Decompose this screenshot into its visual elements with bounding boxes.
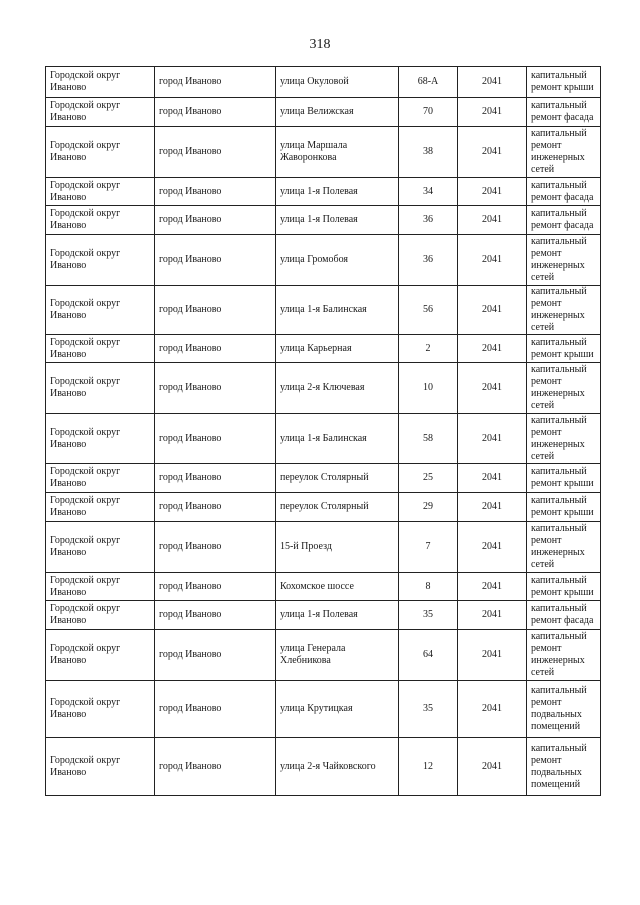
table-row: [46, 127, 601, 178]
year-cell: 2041: [458, 335, 527, 363]
table-row: [46, 630, 601, 681]
house-number-cell: 35: [399, 601, 458, 630]
table-row: [46, 681, 601, 738]
repair-schedule-table: [45, 66, 601, 796]
street-cell: 15-й Проезд: [276, 522, 399, 573]
city-cell: город Иваново: [155, 363, 276, 414]
district-cell: Городской округ Иваново: [46, 363, 155, 414]
house-number-cell: 2: [399, 335, 458, 363]
work-type-cell: капитальный ремонт крыши: [527, 464, 601, 493]
city-cell: город Иваново: [155, 630, 276, 681]
work-type-cell: капитальный ремонт инженерных сетей: [527, 127, 601, 178]
house-number-cell: 10: [399, 363, 458, 414]
house-number-cell: 64: [399, 630, 458, 681]
table-row: [46, 98, 601, 127]
city-cell: город Иваново: [155, 206, 276, 235]
district-cell: Городской округ Иваново: [46, 178, 155, 206]
table-row: [46, 363, 601, 414]
house-number-cell: 36: [399, 235, 458, 286]
table-row: [46, 493, 601, 522]
street-cell: улица Окуловой: [276, 67, 399, 98]
street-cell: улица Карьерная: [276, 335, 399, 363]
city-cell: город Иваново: [155, 67, 276, 98]
year-cell: 2041: [458, 286, 527, 335]
city-cell: город Иваново: [155, 235, 276, 286]
city-cell: город Иваново: [155, 335, 276, 363]
district-cell: Городской округ Иваново: [46, 493, 155, 522]
district-cell: Городской округ Иваново: [46, 286, 155, 335]
city-cell: город Иваново: [155, 98, 276, 127]
table-row: [46, 286, 601, 335]
street-cell: улица 1-я Балинская: [276, 414, 399, 464]
work-type-cell: капитальный ремонт фасада: [527, 98, 601, 127]
city-cell: город Иваново: [155, 573, 276, 601]
district-cell: Городской округ Иваново: [46, 414, 155, 464]
work-type-cell: капитальный ремонт инженерных сетей: [527, 414, 601, 464]
house-number-cell: 56: [399, 286, 458, 335]
work-type-cell: капитальный ремонт подвальных помещений: [527, 681, 601, 738]
district-cell: Городской округ Иваново: [46, 573, 155, 601]
table-row: [46, 464, 601, 493]
year-cell: 2041: [458, 127, 527, 178]
work-type-cell: капитальный ремонт инженерных сетей: [527, 522, 601, 573]
house-number-cell: 38: [399, 127, 458, 178]
street-cell: улица 1-я Полевая: [276, 601, 399, 630]
district-cell: Городской округ Иваново: [46, 601, 155, 630]
year-cell: 2041: [458, 738, 527, 796]
street-cell: улица Генерала Хлебникова: [276, 630, 399, 681]
district-cell: Городской округ Иваново: [46, 127, 155, 178]
work-type-cell: капитальный ремонт крыши: [527, 335, 601, 363]
table-row: [46, 235, 601, 286]
district-cell: Городской округ Иваново: [46, 335, 155, 363]
city-cell: город Иваново: [155, 127, 276, 178]
year-cell: 2041: [458, 681, 527, 738]
street-cell: переулок Столярный: [276, 493, 399, 522]
district-cell: Городской округ Иваново: [46, 522, 155, 573]
city-cell: город Иваново: [155, 522, 276, 573]
work-type-cell: капитальный ремонт крыши: [527, 573, 601, 601]
street-cell: улица 1-я Полевая: [276, 178, 399, 206]
page-number: 318: [309, 37, 331, 52]
district-cell: Городской округ Иваново: [46, 681, 155, 738]
year-cell: 2041: [458, 414, 527, 464]
work-type-cell: капитальный ремонт подвальных помещений: [527, 738, 601, 796]
table-row: [46, 522, 601, 573]
year-cell: 2041: [458, 235, 527, 286]
work-type-cell: капитальный ремонт фасада: [527, 601, 601, 630]
table-row: [46, 573, 601, 601]
work-type-cell: капитальный ремонт фасада: [527, 178, 601, 206]
city-cell: город Иваново: [155, 178, 276, 206]
district-cell: Городской округ Иваново: [46, 464, 155, 493]
work-type-cell: капитальный ремонт крыши: [527, 67, 601, 98]
year-cell: 2041: [458, 98, 527, 127]
street-cell: улица Крутицкая: [276, 681, 399, 738]
district-cell: Городской округ Иваново: [46, 630, 155, 681]
house-number-cell: 7: [399, 522, 458, 573]
street-cell: улица Маршала Жаворонкова: [276, 127, 399, 178]
street-cell: Кохомское шоссе: [276, 573, 399, 601]
work-type-cell: капитальный ремонт инженерных сетей: [527, 235, 601, 286]
street-cell: улица Громобоя: [276, 235, 399, 286]
table-row: [46, 738, 601, 796]
district-cell: Городской округ Иваново: [46, 738, 155, 796]
year-cell: 2041: [458, 464, 527, 493]
city-cell: город Иваново: [155, 681, 276, 738]
street-cell: улица 2-я Чайковского: [276, 738, 399, 796]
city-cell: город Иваново: [155, 493, 276, 522]
house-number-cell: 36: [399, 206, 458, 235]
year-cell: 2041: [458, 178, 527, 206]
district-cell: Городской округ Иваново: [46, 235, 155, 286]
year-cell: 2041: [458, 630, 527, 681]
house-number-cell: 70: [399, 98, 458, 127]
table-body: [46, 67, 601, 796]
table-row: [46, 67, 601, 98]
city-cell: город Иваново: [155, 286, 276, 335]
city-cell: город Иваново: [155, 414, 276, 464]
street-cell: улица Велижская: [276, 98, 399, 127]
house-number-cell: 25: [399, 464, 458, 493]
street-cell: улица 1-я Полевая: [276, 206, 399, 235]
street-cell: переулок Столярный: [276, 464, 399, 493]
district-cell: Городской округ Иваново: [46, 206, 155, 235]
year-cell: 2041: [458, 206, 527, 235]
street-cell: улица 2-я Ключевая: [276, 363, 399, 414]
year-cell: 2041: [458, 363, 527, 414]
house-number-cell: 8: [399, 573, 458, 601]
house-number-cell: 34: [399, 178, 458, 206]
year-cell: 2041: [458, 573, 527, 601]
year-cell: 2041: [458, 493, 527, 522]
city-cell: город Иваново: [155, 601, 276, 630]
street-cell: улица 1-я Балинская: [276, 286, 399, 335]
year-cell: 2041: [458, 67, 527, 98]
work-type-cell: капитальный ремонт фасада: [527, 206, 601, 235]
house-number-cell: 29: [399, 493, 458, 522]
work-type-cell: капитальный ремонт инженерных сетей: [527, 630, 601, 681]
table-row: [46, 178, 601, 206]
table-row: [46, 206, 601, 235]
house-number-cell: 58: [399, 414, 458, 464]
district-cell: Городской округ Иваново: [46, 98, 155, 127]
table-row: [46, 601, 601, 630]
house-number-cell: 12: [399, 738, 458, 796]
work-type-cell: капитальный ремонт инженерных сетей: [527, 286, 601, 335]
house-number-cell: 68-А: [399, 67, 458, 98]
work-type-cell: капитальный ремонт крыши: [527, 493, 601, 522]
year-cell: 2041: [458, 601, 527, 630]
year-cell: 2041: [458, 522, 527, 573]
house-number-cell: 35: [399, 681, 458, 738]
work-type-cell: капитальный ремонт инженерных сетей: [527, 363, 601, 414]
city-cell: город Иваново: [155, 738, 276, 796]
table-row: [46, 414, 601, 464]
city-cell: город Иваново: [155, 464, 276, 493]
district-cell: Городской округ Иваново: [46, 67, 155, 98]
table-row: [46, 335, 601, 363]
